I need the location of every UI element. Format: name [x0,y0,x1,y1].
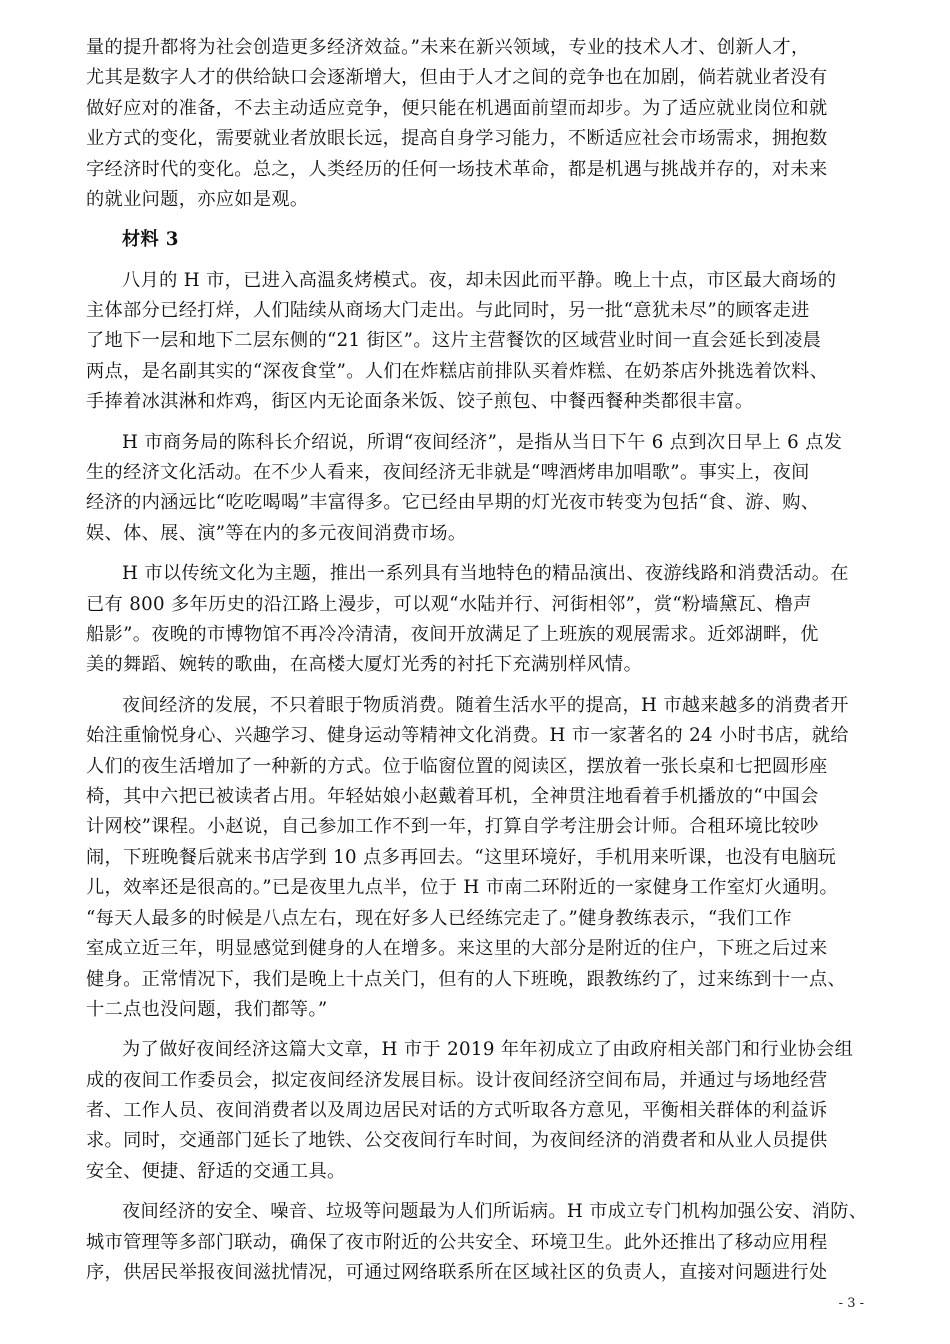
text-line: 娱、体、展、演”等在内的多元夜间消费市场。 [86,522,467,544]
text-line: H 市商务局的陈科长介绍说，所谓“夜间经济”，是指从当日下午 6 点到次日早上 6 点发 [122,431,843,453]
text-line: 儿，效率还是很高的。”已是夜里九点半，位于 H 市南二环附近的一家健身工作室灯火通明。 [86,877,838,899]
text-line: 手捧着冰淇淋和炸鸡，街区内无论面条米饭、饺子煎包、中餐西餐种类都很丰富。 [86,391,754,413]
text-line: 主体部分已经打烊，人们陆续从商场大门走出。与此同时，另一批“意犹未尽”的顾客走进 [86,300,810,322]
text-line: 为了做好夜间经济这篇大文章，H 市于 2019 年年初成立了由政府相关部门和行业协会组 [122,1039,854,1061]
text-line: 室成立近三年，明显感觉到健身的人在增多。来这里的大部分是附近的住户，下班之后过来 [86,938,828,960]
text-line: 两点，是名副其实的“深夜食堂”。人们在炸糕店前排队买着炸糕、在奶茶店外挑选着饮料、 [86,360,829,382]
text-line: 业方式的变化，需要就业者放眼长远，提高自身学习能力，不断适应社会市场需求，拥抱数 [86,128,828,150]
text-line: 者、工作人员、夜间消费者以及周边居民对话的方式听取各方意见，平衡相关群体的利益诉 [86,1100,828,1122]
text-line: 量的提升都将为社会创造更多经济效益。”未来在新兴领域，专业的技术人才、创新人才， [86,37,810,58]
text-line: 生的经济文化活动。在不少人看来，夜间经济无非就是“啤酒烤串加唱歌”。事实上，夜间 [86,462,810,484]
text-line: 的就业问题，亦应如是观。 [86,189,309,211]
text-line: 城市管理等多部门联动，确保了夜市附近的公共安全、环境卫生。此外还推出了移动应用程 [86,1231,828,1253]
text-line: 夜间经济的发展，不只着眼于物质消费。随着生活水平的提高，H 市越来越多的消费者开 [122,694,849,716]
section-heading: 材料 3 [122,229,179,251]
text-line: 船影”。夜晚的市博物馆不再冷冷清清，夜间开放满足了上班族的观展需求。近郊湖畔，优 [86,623,819,645]
text-line: “每天人最多的时候是八点左右，现在好多人已经练完走了。”健身教练表示，“我们工作 [86,907,792,929]
text-line: 序，供居民举报夜间滋扰情况，可通过网络联系所在区域社区的负责人，直接对问题进行处 [86,1262,828,1283]
text-line: 成的夜间工作委员会，拟定夜间经济发展目标。设计夜间经济空间布局，并通过与场地经营 [86,1069,828,1091]
text-line: 字经济时代的变化。总之，人类经历的任何一场技术革命，都是机遇与挑战并存的，对未来 [86,158,828,180]
text-line: 人们的夜生活增加了一种新的方式。位于临窗位置的阅读区，摆放着一张长桌和七把圆形座 [86,755,828,777]
text-line: 做好应对的准备，不去主动适应竞争，便只能在机遇面前望而却步。为了适应就业岗位和就 [86,97,828,119]
text-line: 了地下一层和地下二层东侧的“21 街区”。这片主营餐饮的区域营业时间一直会延长到凌晨 [86,330,822,352]
text-line: 尤其是数字人才的供给缺口会逐渐增大，但由于人才之间的竞争也在加剧，倘若就业者没有 [86,67,828,89]
text-line: 安全、便捷、舒适的交通工具。 [86,1160,346,1182]
text-line: H 市以传统文化为主题，推出一系列具有当地特色的精品演出、夜游线路和消费活动。在 [122,563,849,585]
text-line: 经济的内涵远比“吃吃喝喝”丰富得多。它已经由早期的灯光夜市转变为包括“食、游、购、 [86,492,820,514]
text-line: 椅，其中六把已被读者占用。年轻姑娘小赵戴着耳机，全神贯注地看着手机播放的“中国会 [86,785,819,807]
text-line: 闹，下班晚餐后就来书店学到 10 点多再回去。“这里环境好，手机用来听课，也没有电脑玩 [86,846,837,868]
text-line: 始注重愉悦身心、兴趣学习、健身运动等精神文化消费。H 市一家著名的 24 小时书店，就给 [86,725,849,747]
text-line: 十二点也没问题，我们都等。” [86,998,328,1020]
text-line: 计网校”课程。小赵说，自己参加工作不到一年，打算自学考注册会计师。合租环境比较吵 [86,816,819,838]
text-line: 已有 800 多年历史的沿江路上漫步，可以观“水陆并行、河街相邻”，赏“粉墙黛瓦、橹声 [86,593,812,615]
page-number: - 3 - [838,1296,864,1311]
text-line: 美的舞蹈、婉转的歌曲，在高楼大厦灯光秀的衬托下充满别样风情。 [86,654,643,676]
text-line: 夜间经济的安全、噪音、垃圾等问题最为人们所诟病。H 市成立专门机构加强公安、消防、 [122,1201,868,1223]
text-line: 八月的 H 市，已进入高温炙烤模式。夜，却未因此而平静。晚上十点，市区最大商场的 [122,269,837,291]
text-line: 求。同时，交通部门延长了地铁、公交夜间行车时间，为夜间经济的消费者和从业人员提供 [86,1130,828,1152]
text-line: 健身。正常情况下，我们是晚上十点关门，但有的人下班晚，跟教练约了，过来练到十一点、 [86,968,847,990]
